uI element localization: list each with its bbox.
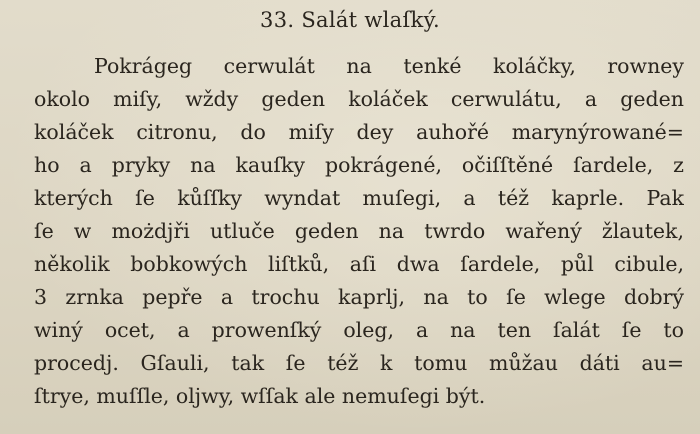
text-line: několik bobkowých liſtků, aſi dwa ſardele, půl cibule, xyxy=(34,252,684,276)
text-line: ho a pryky na kauſky pokrágené, očiſſtěné ſardele, z xyxy=(34,153,684,177)
text-line: winý ocet, a prowenſký oleg, a na ten ſalát ſe to xyxy=(34,318,684,342)
text-line: kterých ſe kůſſky wyndat muſegi, a též kaprle. Pak xyxy=(34,186,684,210)
text-line: ſe w możdjři utluče geden na twrdo wařený žlautek, xyxy=(34,219,684,243)
recipe-heading: 33. Salát wlaſký. xyxy=(260,8,440,32)
text-line: procedj. Gſauli, tak ſe též k tomu můžau dáti au= xyxy=(34,351,684,375)
recipe-body xyxy=(34,50,684,413)
text-line: ſtrye, muſſle, oljwy, wſſak ale nemuſegi být. xyxy=(34,384,486,408)
text-line: okolo miſy, wždy geden koláček cerwulátu, a geden xyxy=(34,87,684,111)
text-line: koláček citronu, do miſy dey auhořé marynýrowané= xyxy=(34,120,684,144)
text-line: 3 zrnka pepře a trochu kaprlj, na to ſe wlege dobrý xyxy=(34,285,684,309)
text-line: Pokrágeg cerwulát na tenké koláčky, rowney xyxy=(94,54,684,78)
